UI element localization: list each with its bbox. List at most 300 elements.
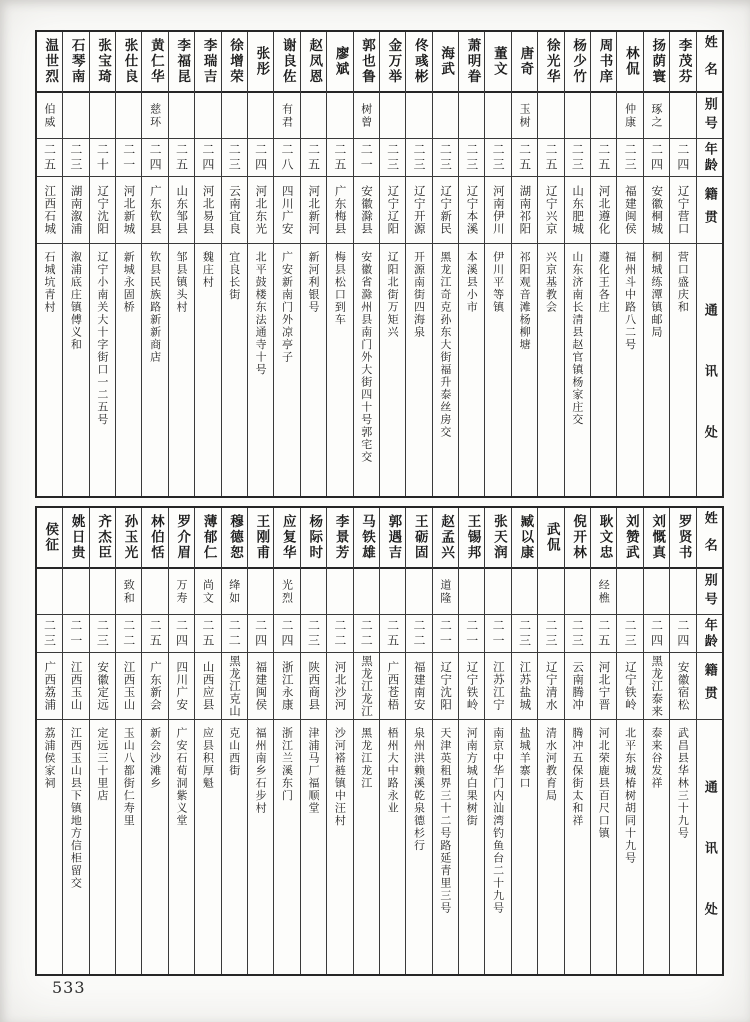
person-alias: 致和 [122, 578, 136, 605]
person-age: 二三 [517, 618, 532, 649]
person-age: 二三 [570, 142, 585, 173]
person-origin-cell [670, 653, 695, 720]
header-label-origin: 籍贯 [701, 187, 717, 233]
person-alias-cell [63, 569, 88, 615]
person-origin: 安徽宿松 [676, 661, 691, 711]
person-address-cell [248, 244, 273, 496]
person-origin-cell [644, 653, 669, 720]
person-name: 张宝琦 [95, 38, 112, 85]
person-alias-cell [512, 93, 537, 139]
person-alias: 树曾 [359, 102, 373, 129]
person-name: 唐奇 [517, 46, 534, 77]
person-age-cell [538, 615, 563, 653]
person-column [537, 32, 563, 496]
person-alias-cell [327, 93, 352, 139]
person-alias-cell [354, 569, 379, 615]
person-name-cell [538, 32, 563, 93]
person-origin-cell [459, 653, 484, 720]
header-cell-alias [697, 93, 722, 139]
person-address-cell [301, 244, 326, 496]
person-origin-cell [248, 653, 273, 720]
person-origin: 广西苍梧 [386, 661, 401, 711]
person-age-cell [63, 139, 88, 177]
person-name: 廖斌 [332, 46, 349, 77]
person-origin: 广东梅县 [333, 185, 348, 235]
person-alias-cell [617, 93, 642, 139]
person-age: 二四 [253, 618, 268, 649]
person-age: 二四 [200, 142, 215, 173]
person-origin-cell [512, 177, 537, 244]
person-age: 二二 [332, 618, 347, 649]
person-address-cell [248, 720, 273, 974]
person-address-cell [327, 720, 352, 974]
person-name-cell [591, 508, 616, 569]
person-origin: 河北沙河 [333, 661, 348, 711]
person-name-cell [485, 32, 510, 93]
person-origin: 黑龙江克山 [228, 654, 243, 718]
person-origin-cell [327, 653, 352, 720]
person-origin-cell [485, 653, 510, 720]
person-address: 黑龙江龙江 [359, 727, 373, 790]
person-name: 赵孟兴 [438, 514, 455, 561]
person-name: 佟彧彬 [411, 38, 428, 85]
person-name-cell [327, 32, 352, 93]
person-address-cell [459, 720, 484, 974]
person-name-cell [142, 508, 167, 569]
person-alias-cell [90, 569, 115, 615]
person-age: 二五 [332, 142, 347, 173]
person-age: 二三 [95, 618, 110, 649]
person-name-cell [512, 32, 537, 93]
person-origin: 河北宁晋 [597, 661, 612, 711]
person-name-cell [90, 32, 115, 93]
person-column [564, 32, 590, 496]
person-column [194, 508, 220, 974]
person-alias-cell [485, 93, 510, 139]
person-column [643, 32, 669, 496]
person-name-cell [222, 32, 247, 93]
person-alias-cell [591, 93, 616, 139]
header-column [696, 32, 722, 496]
person-alias: 有君 [280, 102, 294, 129]
person-column [247, 32, 273, 496]
person-origin: 广西荔浦 [43, 661, 58, 711]
person-alias: 玉树 [518, 102, 532, 129]
person-origin: 广东钦县 [148, 185, 163, 235]
person-age: 二三 [68, 142, 83, 173]
person-name: 李福昆 [174, 38, 191, 85]
person-age: 二三 [412, 142, 426, 173]
person-origin-cell [512, 653, 537, 720]
person-age-cell [90, 615, 115, 653]
person-name: 薄郁仁 [200, 514, 217, 561]
person-age-cell [565, 139, 590, 177]
person-age-cell [433, 615, 458, 653]
person-origin-cell [63, 653, 88, 720]
person-name: 海武 [438, 46, 455, 77]
person-origin-cell [37, 653, 62, 720]
person-alias-cell [116, 93, 141, 139]
person-name: 齐杰臣 [95, 514, 112, 561]
person-age-cell [116, 139, 141, 177]
person-name: 杨少竹 [570, 38, 587, 85]
person-name: 徐光华 [543, 38, 560, 85]
person-address-cell [485, 244, 510, 496]
person-address: 石城坑青村 [43, 251, 57, 314]
person-age: 二三 [570, 618, 585, 649]
person-alias-cell [37, 569, 62, 615]
person-address-cell [591, 244, 616, 496]
person-alias-cell [274, 569, 299, 615]
person-name: 石琴南 [68, 38, 85, 85]
person-age: 二四 [675, 142, 690, 173]
person-alias-cell [565, 569, 590, 615]
person-address: 溆浦底庄镇傅义和 [69, 251, 83, 351]
person-address-cell [274, 720, 299, 974]
person-column [511, 32, 537, 496]
person-address: 宜良长街 [227, 251, 241, 301]
person-origin-cell [591, 177, 616, 244]
person-address: 邹县镇头村 [174, 251, 188, 314]
person-age-cell [195, 615, 220, 653]
person-age-cell [512, 139, 537, 177]
person-address: 兴京基教会 [544, 251, 558, 314]
header-label-address: 通讯处 [701, 779, 717, 963]
header-label-age: 年龄 [701, 617, 717, 650]
person-address: 应县积厚魁 [201, 727, 215, 790]
person-alias-cell [142, 569, 167, 615]
person-name: 武侃 [543, 522, 560, 553]
person-age: 二八 [280, 142, 295, 173]
person-name: 林侃 [622, 46, 639, 77]
person-name-cell [380, 508, 405, 569]
person-alias: 尚文 [201, 578, 215, 605]
header-label-alias: 别号 [701, 572, 717, 611]
person-address: 北平东城椿树胡同十九号 [623, 727, 637, 865]
person-origin-cell [538, 653, 563, 720]
person-address-cell [670, 244, 695, 496]
header-cell-origin [697, 177, 722, 244]
person-age-cell [670, 615, 695, 653]
person-column [194, 32, 220, 496]
person-address-cell [617, 244, 642, 496]
person-column [141, 508, 167, 974]
header-label-origin: 籍贯 [701, 663, 717, 709]
person-name: 张彤 [253, 46, 270, 77]
header-label-address: 通讯处 [701, 302, 717, 486]
person-origin: 辽宁辽阳 [386, 185, 401, 235]
person-name: 郭遇吉 [385, 514, 402, 561]
person-address: 伊川平等镇 [491, 251, 505, 314]
person-name-cell [591, 32, 616, 93]
person-address: 本溪县小市 [465, 251, 479, 314]
person-column [247, 508, 273, 974]
person-name: 李景芳 [332, 514, 349, 561]
person-address-cell [591, 720, 616, 974]
person-address-cell [116, 720, 141, 974]
person-origin: 江西玉山 [69, 661, 84, 711]
person-name-cell [670, 32, 695, 93]
person-origin: 四川广安 [175, 661, 190, 711]
person-origin-cell [406, 653, 431, 720]
person-name: 耿文忠 [596, 514, 613, 561]
person-alias-cell [354, 93, 379, 139]
person-origin-cell [617, 177, 642, 244]
person-column [379, 508, 405, 974]
header-cell-alias [697, 569, 722, 615]
person-alias-cell [222, 93, 247, 139]
person-name: 萧明眷 [464, 38, 481, 85]
person-age: 二一 [359, 142, 374, 173]
person-name-cell [433, 508, 458, 569]
person-age: 二一 [464, 618, 479, 649]
person-column [221, 32, 247, 496]
person-age-cell [670, 139, 695, 177]
person-column [89, 508, 115, 974]
person-origin-cell [459, 177, 484, 244]
person-name-cell [644, 32, 669, 93]
person-address-cell [63, 244, 88, 496]
person-age: 二四 [148, 142, 163, 173]
person-origin-cell [248, 177, 273, 244]
person-origin-cell [142, 177, 167, 244]
person-column [405, 32, 431, 496]
person-column [115, 508, 141, 974]
person-age: 二五 [596, 618, 611, 649]
person-name: 臧以康 [517, 514, 534, 561]
person-age: 二三 [623, 618, 638, 649]
person-column [326, 32, 352, 496]
person-name-cell [37, 508, 62, 569]
person-address: 新城永固桥 [122, 251, 136, 314]
person-alias-cell [222, 569, 247, 615]
person-column [273, 508, 299, 974]
person-origin-cell [195, 653, 220, 720]
person-origin-cell [406, 177, 431, 244]
person-origin-cell [485, 177, 510, 244]
person-column [484, 32, 510, 496]
person-name-cell [406, 508, 431, 569]
person-name: 张天润 [490, 514, 507, 561]
person-alias-cell [248, 93, 273, 139]
person-origin: 辽宁铁岭 [623, 661, 638, 711]
person-name-cell [354, 508, 379, 569]
person-age: 二一 [438, 618, 453, 649]
person-address: 新河利银号 [306, 251, 320, 314]
person-alias-cell [459, 569, 484, 615]
person-name: 温世烈 [42, 38, 59, 85]
person-alias-cell [433, 93, 458, 139]
person-age-cell [354, 615, 379, 653]
header-column [696, 508, 722, 974]
person-name: 罗贤书 [675, 514, 692, 561]
person-address: 新会沙滩乡 [148, 727, 162, 790]
person-address-cell [222, 720, 247, 974]
person-alias-cell [380, 93, 405, 139]
person-origin: 江苏江宁 [491, 661, 506, 711]
person-alias-cell [617, 569, 642, 615]
person-address-cell [406, 244, 431, 496]
person-address: 开源南街四海泉 [412, 251, 426, 339]
person-address: 沙河褡裢镇中汪村 [333, 727, 347, 827]
header-cell-age [697, 615, 722, 653]
person-address-cell [617, 720, 642, 974]
person-age: 二十 [95, 142, 110, 173]
person-column [616, 32, 642, 496]
person-alias-cell [195, 93, 220, 139]
person-address: 营口盛庆和 [676, 251, 690, 314]
person-name-cell [116, 508, 141, 569]
person-age-cell [591, 615, 616, 653]
person-column [405, 508, 431, 974]
person-age-cell [380, 615, 405, 653]
person-origin: 湖南祁阳 [518, 185, 533, 235]
person-age-cell [591, 139, 616, 177]
person-address-cell [644, 244, 669, 496]
person-name-cell [37, 32, 62, 93]
person-address-cell [142, 720, 167, 974]
person-name: 张仕良 [121, 38, 138, 85]
person-address: 桐城练潭镇邮局 [650, 251, 664, 339]
header-label-name: 姓名 [701, 34, 717, 89]
person-column [669, 32, 695, 496]
header-cell-name [697, 32, 722, 93]
person-column [168, 508, 194, 974]
person-name: 林伯恬 [147, 514, 164, 561]
person-column [537, 508, 563, 974]
person-name-cell [63, 32, 88, 93]
header-cell-name [697, 508, 722, 569]
person-address: 福州斗中路八二号 [623, 251, 637, 351]
person-origin-cell [116, 653, 141, 720]
person-name: 侯征 [42, 522, 59, 553]
person-age-cell [644, 139, 669, 177]
person-origin-cell [354, 653, 379, 720]
person-alias: 仲康 [623, 102, 637, 129]
person-address: 盐城羊寨口 [518, 727, 532, 790]
person-age-cell [195, 139, 220, 177]
person-alias-cell [195, 569, 220, 615]
person-address-cell [433, 244, 458, 496]
person-alias-cell [248, 569, 273, 615]
person-name-cell [565, 508, 590, 569]
person-alias-cell [301, 569, 326, 615]
person-column [62, 32, 88, 496]
person-origin: 辽宁新民 [439, 185, 454, 235]
person-age-cell [327, 615, 352, 653]
person-column [432, 32, 458, 496]
person-address-cell [354, 720, 379, 974]
person-origin: 福建闽侯 [623, 185, 638, 235]
person-name: 赵凤恩 [306, 38, 323, 85]
person-alias-cell [274, 93, 299, 139]
person-address: 南京中华门内汕湾钓鱼台二十九号 [491, 727, 505, 915]
person-address-cell [406, 720, 431, 974]
person-origin: 安徽滁县 [359, 185, 374, 235]
person-alias-cell [670, 93, 695, 139]
person-column [590, 32, 616, 496]
person-name: 杨际时 [306, 514, 323, 561]
person-age-cell [327, 139, 352, 177]
person-name-cell [644, 508, 669, 569]
person-origin: 浙江永康 [280, 661, 295, 711]
person-origin: 辽宁沈阳 [439, 661, 454, 711]
person-name-cell [301, 508, 326, 569]
person-address-cell [670, 720, 695, 974]
person-name-cell [565, 32, 590, 93]
header-label-alias: 别号 [701, 96, 717, 135]
person-age: 二一 [121, 142, 136, 173]
person-column [511, 508, 537, 974]
person-column [89, 32, 115, 496]
person-alias: 经樵 [597, 578, 611, 605]
person-alias-cell [538, 93, 563, 139]
person-column [590, 508, 616, 974]
person-name: 李茂芬 [675, 38, 692, 85]
person-address: 山东济南长清县赵官镇杨家庄交 [570, 251, 584, 426]
person-address-cell [37, 244, 62, 496]
person-origin: 辽宁清水 [544, 661, 559, 711]
person-origin: 辽宁开源 [412, 185, 427, 235]
person-origin-cell [644, 177, 669, 244]
person-age-cell [459, 139, 484, 177]
person-column [353, 32, 379, 496]
person-address-cell [142, 244, 167, 496]
person-age: 二三 [623, 142, 638, 173]
person-name: 黄仁华 [147, 38, 164, 85]
person-origin: 辽宁本溪 [465, 185, 480, 235]
person-origin-cell [90, 653, 115, 720]
person-name-cell [459, 32, 484, 93]
person-address: 辽宁小南关大十字街口一二五号 [95, 251, 109, 426]
person-address-cell [512, 244, 537, 496]
person-age-cell [485, 615, 510, 653]
person-origin: 辽宁兴京 [544, 185, 559, 235]
person-origin: 辽宁铁岭 [465, 661, 480, 711]
person-name-cell [617, 508, 642, 569]
person-address-cell [565, 720, 590, 974]
person-age: 二四 [649, 142, 664, 173]
person-alias-cell [142, 93, 167, 139]
person-name: 姚日贵 [68, 514, 85, 561]
person-alias-cell [63, 93, 88, 139]
person-origin-cell [195, 177, 220, 244]
person-origin: 河北新河 [307, 185, 322, 235]
person-age-cell [169, 615, 194, 653]
person-age: 二三 [306, 618, 321, 649]
person-age: 二三 [227, 142, 242, 173]
person-alias-cell [301, 93, 326, 139]
person-age-cell [248, 139, 273, 177]
person-origin-cell [354, 177, 379, 244]
person-address: 广安石荀洞紫义堂 [174, 727, 188, 827]
person-age: 二五 [148, 618, 163, 649]
person-column [300, 508, 326, 974]
person-origin: 福建闽侯 [254, 661, 269, 711]
person-name-cell [90, 508, 115, 569]
person-origin-cell [301, 177, 326, 244]
person-age-cell [617, 139, 642, 177]
person-name-cell [406, 32, 431, 93]
person-age: 二三 [385, 142, 400, 173]
person-column [300, 32, 326, 496]
person-origin: 河北遵化 [597, 185, 612, 235]
person-age-cell [380, 139, 405, 177]
person-name-cell [142, 32, 167, 93]
person-age-cell [169, 139, 194, 177]
person-age-cell [37, 139, 62, 177]
person-origin: 山西应县 [201, 661, 216, 711]
